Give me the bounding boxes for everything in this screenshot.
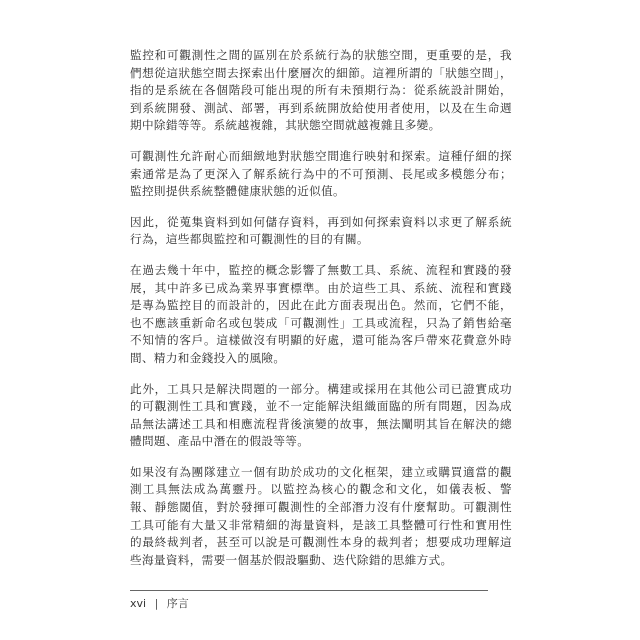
page-footer <box>130 597 189 611</box>
paragraph-6: 如果沒有為團隊建立一個有助於成功的文化框架，建立或購買適當的觀測工具無法成為萬靈丹。以監控為核心的觀念和文化，如儀表板、警報、靜態閾值，對於發揮可觀測性的全部潛力沒有什麼幫助。可觀測性工具可能有大量又非常精細的海量資料，是該工具整體可行性和實用性的最終裁判者，甚至可以說是可觀測性本身的裁判者；想要成功理解這些海量資料，需要一個基於假設驅動、迭代除錯的思維方式。 <box>130 464 512 567</box>
paragraph-2: 可觀測性允許耐心而細緻地對狀態空間進行映射和探索。這種仔細的探索通常是為了更深入了解系統行為中的不可預測、長尾或多模態分布；監控則提供系統整體健康狀態的近似值。 <box>130 148 512 199</box>
paragraph-4: 在過去幾十年中，監控的概念影響了無數工具、系統、流程和實踐的發展，其中許多已成為業界事實標準。由於這些工具、系統、流程和實踐是專為監控目的而設計的，因此在此方面表現出色。然而，它們不能，也不應該重新命名或包裝成「可觀測性」工具或流程，只為了銷售給毫不知情的客戶。這樣做沒有明顯的好處，還可能為客戶帶來花費意外時間、精力和金錢投入的風險。 <box>130 262 512 365</box>
paragraph-5: 此外，工具只是解決問題的一部分。構建或採用在其他公司已證實成功的可觀測性工具和實踐，並不一定能解決組織面臨的所有問題，因為成品無法講述工具和相應流程背後演變的故事，無法闡明其旨在解決的總體問題、產品中潛在的假設等等。 <box>130 381 512 449</box>
footer-separator: | <box>154 597 159 610</box>
section-title: 序言 <box>166 597 189 610</box>
paragraph-3: 因此，從蒐集資料到如何儲存資料，再到如何探索資料以求更了解系統行為，這些都與監控和可觀測性的目的有關。 <box>130 214 512 247</box>
footer-divider <box>130 590 488 591</box>
body-text <box>130 47 512 582</box>
paragraph-1: 監控和可觀測性之間的區別在於系統行為的狀態空間，更重要的是，我們想從這狀態空間去探索出什麼層次的細節。這裡所謂的「狀態空間」，指的是系統在各個階段可能出現的所有未預期行為：從系統設計開始，到系統開發、測試、部署，再到系統開放給使用者使用，以及在生命週期中除錯等等。系統越複雜，其狀態空間就越複雜且多變。 <box>130 48 512 133</box>
page-number: xvi <box>130 597 147 610</box>
